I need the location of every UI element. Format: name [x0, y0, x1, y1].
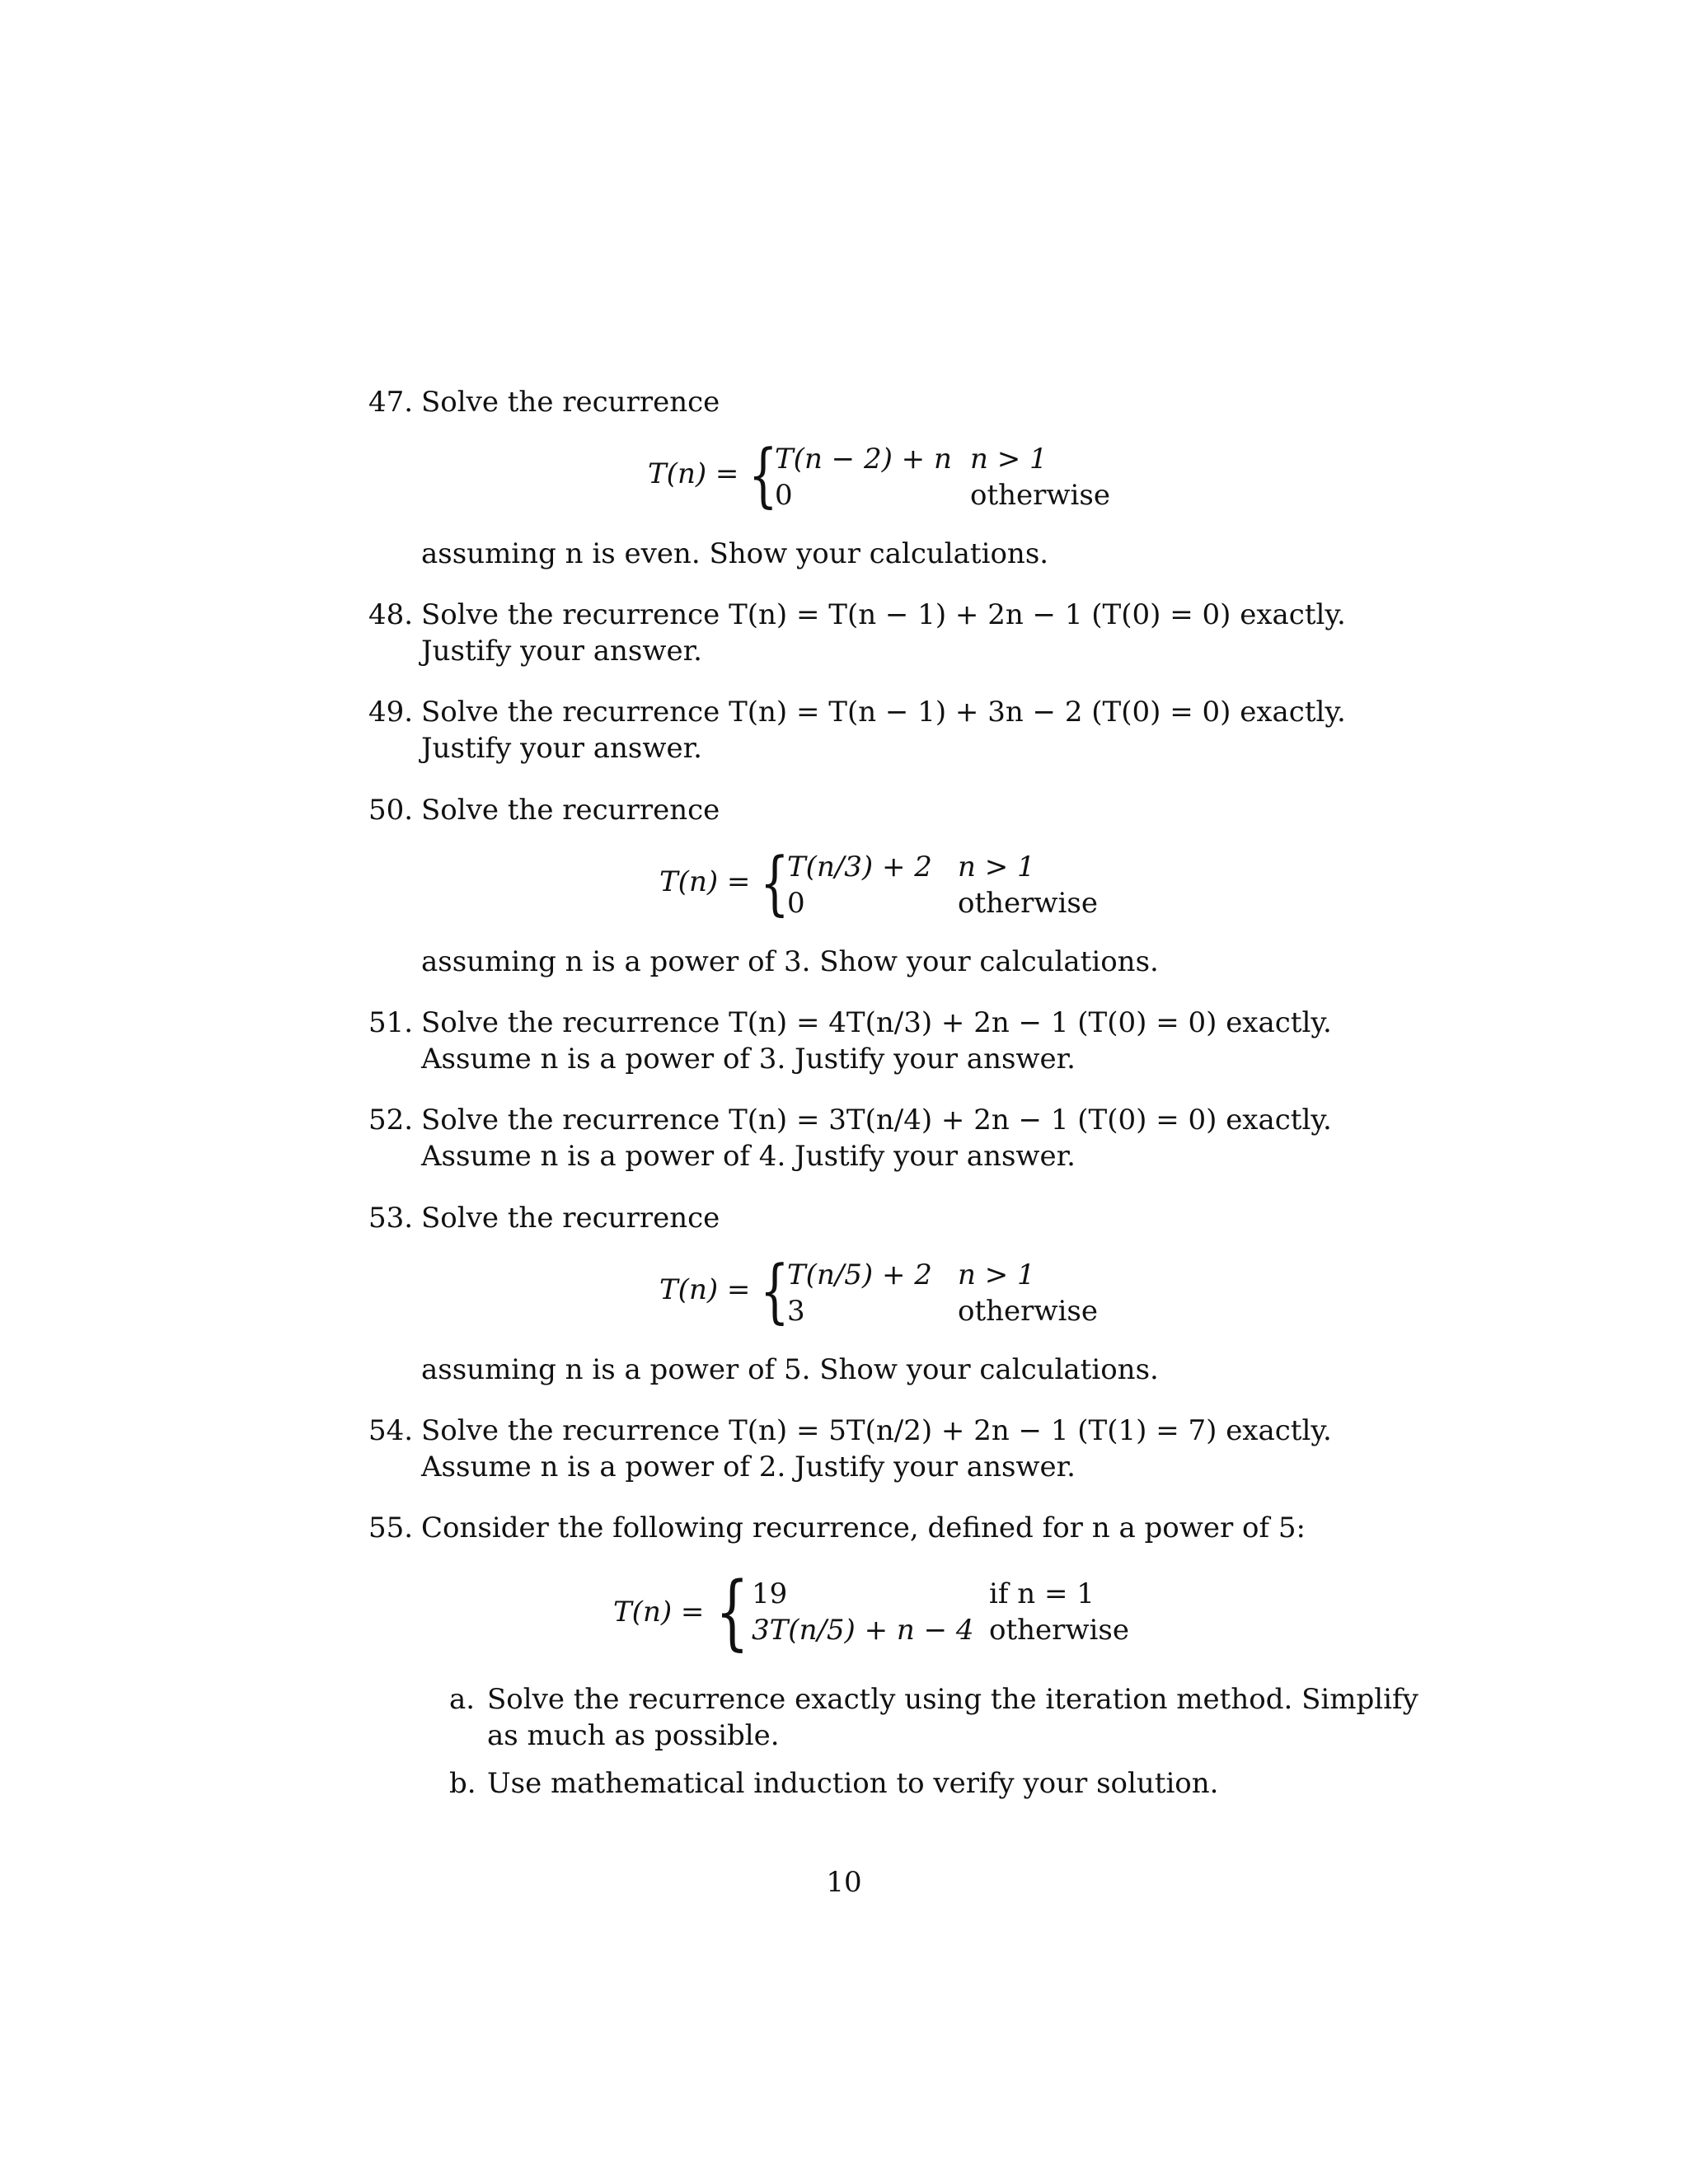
- problem-53-case-1-cond: n > 1: [958, 1258, 1035, 1291]
- problem-48-line-1: Solve the recurrence T(n) = T(n − 1) + 2n − 1 (T(0) = 0) exactly.: [421, 598, 1346, 631]
- problem-53-case-2-expr: 3: [787, 1295, 805, 1328]
- problem-47-number: 47.: [368, 386, 414, 419]
- problem-53-case-1-expr: T(n/5) + 2: [787, 1258, 932, 1291]
- problem-53-lhs: T(n) =: [659, 1273, 751, 1306]
- problem-54-line-2: Assume n is a power of 2. Justify your answer.: [421, 1451, 1076, 1483]
- left-brace: {: [715, 1566, 749, 1661]
- problem-47-case-1-cond: n > 1: [970, 443, 1048, 476]
- problem-48-number: 48.: [368, 598, 414, 631]
- problem-52-line-1: Solve the recurrence T(n) = 3T(n/4) + 2n − 1 (T(0) = 0) exactly.: [421, 1104, 1332, 1137]
- problem-49-number: 49.: [368, 696, 414, 729]
- problem-47-case-1-expr: T(n − 2) + n: [775, 443, 952, 476]
- problem-50-case-2-expr: 0: [787, 887, 805, 920]
- problem-51-line-2: Assume n is a power of 3. Justify your answer.: [421, 1043, 1076, 1076]
- problem-54-line-1: Solve the recurrence T(n) = 5T(n/2) + 2n − 1 (T(1) = 7) exactly.: [421, 1414, 1332, 1447]
- left-brace: {: [748, 435, 778, 516]
- subpart-a-line-2: as much as possible.: [487, 1719, 780, 1752]
- problem-50-after: assuming n is a power of 3. Show your calculations.: [421, 945, 1159, 978]
- problem-55-case-1-expr: 19: [752, 1577, 788, 1610]
- problem-47-after: assuming n is even. Show your calculations.: [421, 537, 1049, 570]
- problem-49-line-1: Solve the recurrence T(n) = T(n − 1) + 3n − 2 (T(0) = 0) exactly.: [421, 696, 1346, 729]
- problem-47-intro: Solve the recurrence: [421, 386, 720, 419]
- problem-52-line-2: Assume n is a power of 4. Justify your answer.: [421, 1140, 1076, 1173]
- problem-55-number: 55.: [368, 1511, 414, 1544]
- left-brace: {: [760, 843, 790, 924]
- problem-55-case-1-cond: if n = 1: [989, 1577, 1095, 1610]
- subpart-b-line-1: Use mathematical induction to verify your solution.: [487, 1767, 1219, 1800]
- left-brace: {: [760, 1251, 790, 1332]
- problem-53-number: 53.: [368, 1202, 414, 1235]
- problem-55-lhs: T(n) =: [613, 1596, 705, 1629]
- problem-53-after: assuming n is a power of 5. Show your calculations.: [421, 1353, 1159, 1386]
- problem-51-line-1: Solve the recurrence T(n) = 4T(n/3) + 2n − 1 (T(0) = 0) exactly.: [421, 1006, 1332, 1039]
- problem-55-case-2-cond: otherwise: [989, 1614, 1129, 1647]
- problem-55-intro: Consider the following recurrence, defined for n a power of 5:: [421, 1511, 1306, 1544]
- problem-50-lhs: T(n) =: [659, 865, 751, 898]
- problem-55-case-2-expr: 3T(n/5) + n − 4: [752, 1614, 974, 1647]
- problem-49-line-2: Justify your answer.: [421, 732, 702, 765]
- problem-50-number: 50.: [368, 794, 414, 827]
- problem-50-case-1-cond: n > 1: [958, 851, 1035, 883]
- subpart-b-label: b.: [449, 1767, 476, 1800]
- problem-48-line-2: Justify your answer.: [421, 635, 702, 668]
- problem-47-case-2-cond: otherwise: [970, 479, 1110, 512]
- problem-53-case-2-cond: otherwise: [958, 1295, 1098, 1328]
- subpart-a-line-1: Solve the recurrence exactly using the iteration method. Simplify: [487, 1683, 1418, 1716]
- page-number: 10: [826, 1866, 862, 1899]
- problem-50-case-2-cond: otherwise: [958, 887, 1098, 920]
- subpart-a-label: a.: [449, 1683, 476, 1716]
- problem-47-case-2-expr: 0: [775, 479, 793, 512]
- problem-51-number: 51.: [368, 1006, 414, 1039]
- problem-53-intro: Solve the recurrence: [421, 1202, 720, 1235]
- problem-47-lhs: T(n) =: [648, 457, 739, 490]
- problem-50-case-1-expr: T(n/3) + 2: [787, 851, 932, 883]
- problem-52-number: 52.: [368, 1104, 414, 1137]
- problem-54-number: 54.: [368, 1414, 414, 1447]
- problem-50-intro: Solve the recurrence: [421, 794, 720, 827]
